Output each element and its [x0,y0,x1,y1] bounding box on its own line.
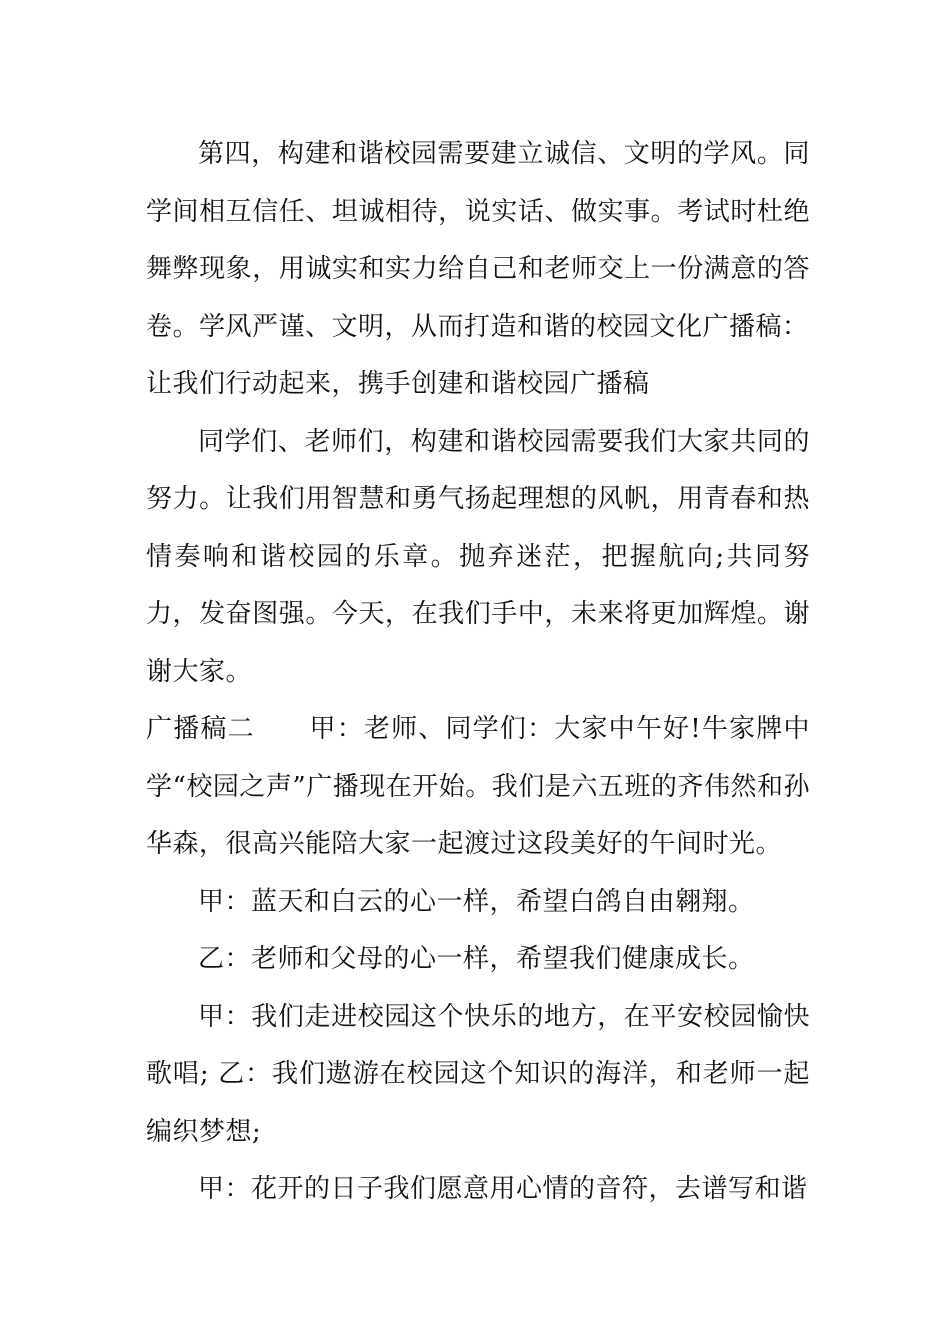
paragraph-honesty-study-style: 第四，构建和谐校园需要建立诚信、文明的学风。同学间相互信任、坦诚相待，说实话、做实事。考试时杜绝舞弊现象，用诚实和实力给自己和老师交上一份满意的答卷。学风严谨、文明，从而打造和谐的校园文化广播稿： [146,139,810,342]
paragraph-dialogue-line-4: 甲：花开的日子我们愿意用心情的音符，去谱写和谐 [198,1174,808,1204]
document-body [146,126,810,1219]
paragraph-dialogue-line-1: 甲：蓝天和白云的心一样，希望白鸽自由翱翔。 [198,886,755,917]
paragraph-call-to-action-title: 让我们行动起来，携手创建和谐校园广播稿 [146,369,650,399]
paragraph-dialogue-line-3: 甲：我们走进校园这个快乐的地方，在平安校园愉快歌唱; 乙：我们遨游在校园这个知识的海洋，和老师一起编织梦想; [146,1001,810,1147]
broadcast-two-label: 广播稿二 [146,714,255,744]
paragraph-closing-remarks: 同学们、老师们，构建和谐校园需要我们大家共同的努力。让我们用智慧和勇气扬起理想的风帆，用青春和热情奏响和谐校园的乐章。抛弃迷茫，把握航向;共同努力，发奋图强。今天，在我们手中，未来将更加辉煌。谢谢大家。 [146,426,810,687]
paragraph-dialogue-line-2: 乙：老师和父母的心一样，希望我们健康成长。 [198,944,755,974]
paragraph-broadcast-two-intro [146,701,810,874]
broadcast-two-opening: 甲：老师、同学们：大家中午好!牛家牌中学“校园之声”广播现在开始。我们是六五班的齐伟然和孙华森，很高兴能陪大家一起渡过这段美好的午间时光。 [146,714,810,859]
